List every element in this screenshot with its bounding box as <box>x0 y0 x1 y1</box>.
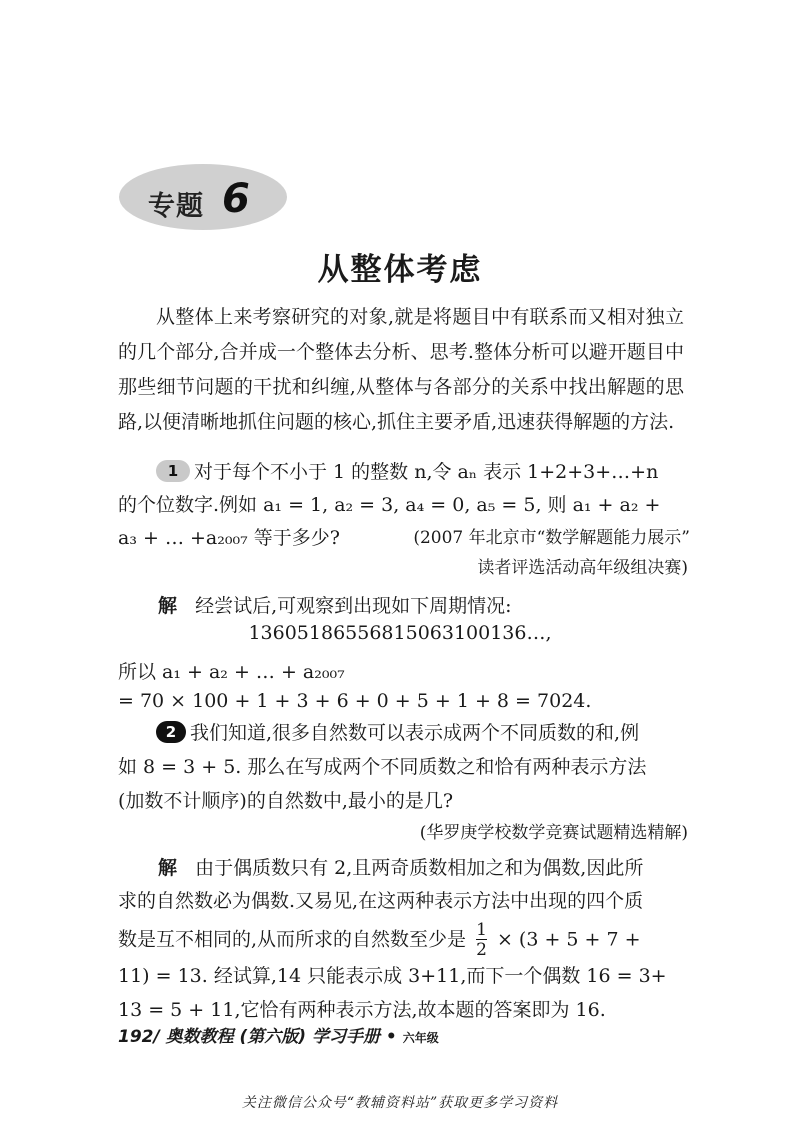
problem-2-line-3: (加数不计顺序)的自然数中,最小的是几? <box>118 790 454 812</box>
footer-grade: 六年级 <box>402 1031 439 1045</box>
problem-1-line-3: a₃ + … +a₂₀₀₇ 等于多少? <box>118 527 340 549</box>
solution-1-label: 解 <box>158 595 178 617</box>
solution-1-line-3: = 70 × 100 + 1 + 3 + 6 + 0 + 5 + 1 + 8 = 7024. <box>118 690 592 712</box>
solution-1-text: 经尝试后,可观察到出现如下周期情况: <box>195 595 512 617</box>
problem-1-text-1: 对于每个不小于 1 的整数 n,令 aₙ 表示 1+2+3+…+n <box>194 461 659 483</box>
solution-1-line-1 <box>158 590 728 622</box>
chapter-number: 6 <box>222 176 250 222</box>
fraction-half <box>476 922 487 959</box>
page-title: 从整体考虑 <box>317 252 483 288</box>
fraction-denominator: 2 <box>476 940 487 960</box>
intro-paragraph: 从整体上来考察研究的对象,就是将题目中有联系而又相对独立的几个部分,合并成一个整体去分析、思考.整体分析可以避开题目中那些细节问题的干扰和纠缠,从整体与各部分的关系中找出解题的思路,以便清晰地抓住问题的核心,抓住主要矛盾,迅速获得解题的方法. <box>118 306 684 433</box>
problem-1-source-1: (2007 年北京市“数学解题能力展示” <box>413 528 690 548</box>
solution-2-text: 由于偶质数只有 2,且两奇质数相加之和为偶数,因此所 <box>195 857 644 879</box>
problem-2-line-2: 如 8 = 3 + 5. 那么在写成两个不同质数之和恰有两种表示方法 <box>118 756 647 778</box>
solution-2-line-2: 求的自然数必为偶数.又易见,在这两种表示方法中出现的四个质 <box>118 890 644 912</box>
problem-1-badge: 1 <box>156 460 190 482</box>
chapter-label: 专题 <box>148 191 204 222</box>
solution-2-line-1 <box>158 852 728 884</box>
problem-1-line-1 <box>156 456 696 488</box>
problem-1-source-2: 读者评选活动高年级组决赛) <box>477 558 688 578</box>
solution-1-sequence: 13605186556815063100136…, <box>248 622 552 644</box>
problem-1-line-2: 的个位数字.例如 a₁ = 1, a₂ = 3, a₄ = 0, a₅ = 5, 则 a₁ + a₂ + <box>118 494 661 516</box>
solution-2-line-4: 11) = 13. 经试算,14 只能表示成 3+11,而下一个偶数 16 = 3+ <box>118 965 667 987</box>
solution-2-line-5: 13 = 5 + 11,它恰有两种表示方法,故本题的答案即为 16. <box>118 999 606 1021</box>
footer-text: 192/ 奥数教程 (第六版) 学习手册 • <box>118 1027 397 1047</box>
solution-2-label: 解 <box>158 857 178 879</box>
solution-2-text-3: 数是互不相同的,从而所求的自然数至少是 <box>118 928 467 951</box>
problem-2-text-1: 我们知道,很多自然数可以表示成两个不同质数的和,例 <box>190 722 640 744</box>
solution-1-line-2: 所以 a₁ + a₂ + … + a₂₀₀₇ <box>118 661 345 683</box>
problem-2-line-1 <box>156 717 696 749</box>
solution-2-text-3b: × (3 + 5 + 7 + <box>496 928 641 951</box>
fraction-numerator: 1 <box>476 920 487 940</box>
problem-2-source: (华罗庚学校数学竞赛试题精选精解) <box>419 823 688 843</box>
watermark: 关注微信公众号“教辅资料站”获取更多学习资料 <box>241 1095 559 1111</box>
page-footer <box>118 1022 439 1047</box>
solution-2-line-3 <box>118 922 688 959</box>
problem-2-badge: 2 <box>156 721 186 743</box>
